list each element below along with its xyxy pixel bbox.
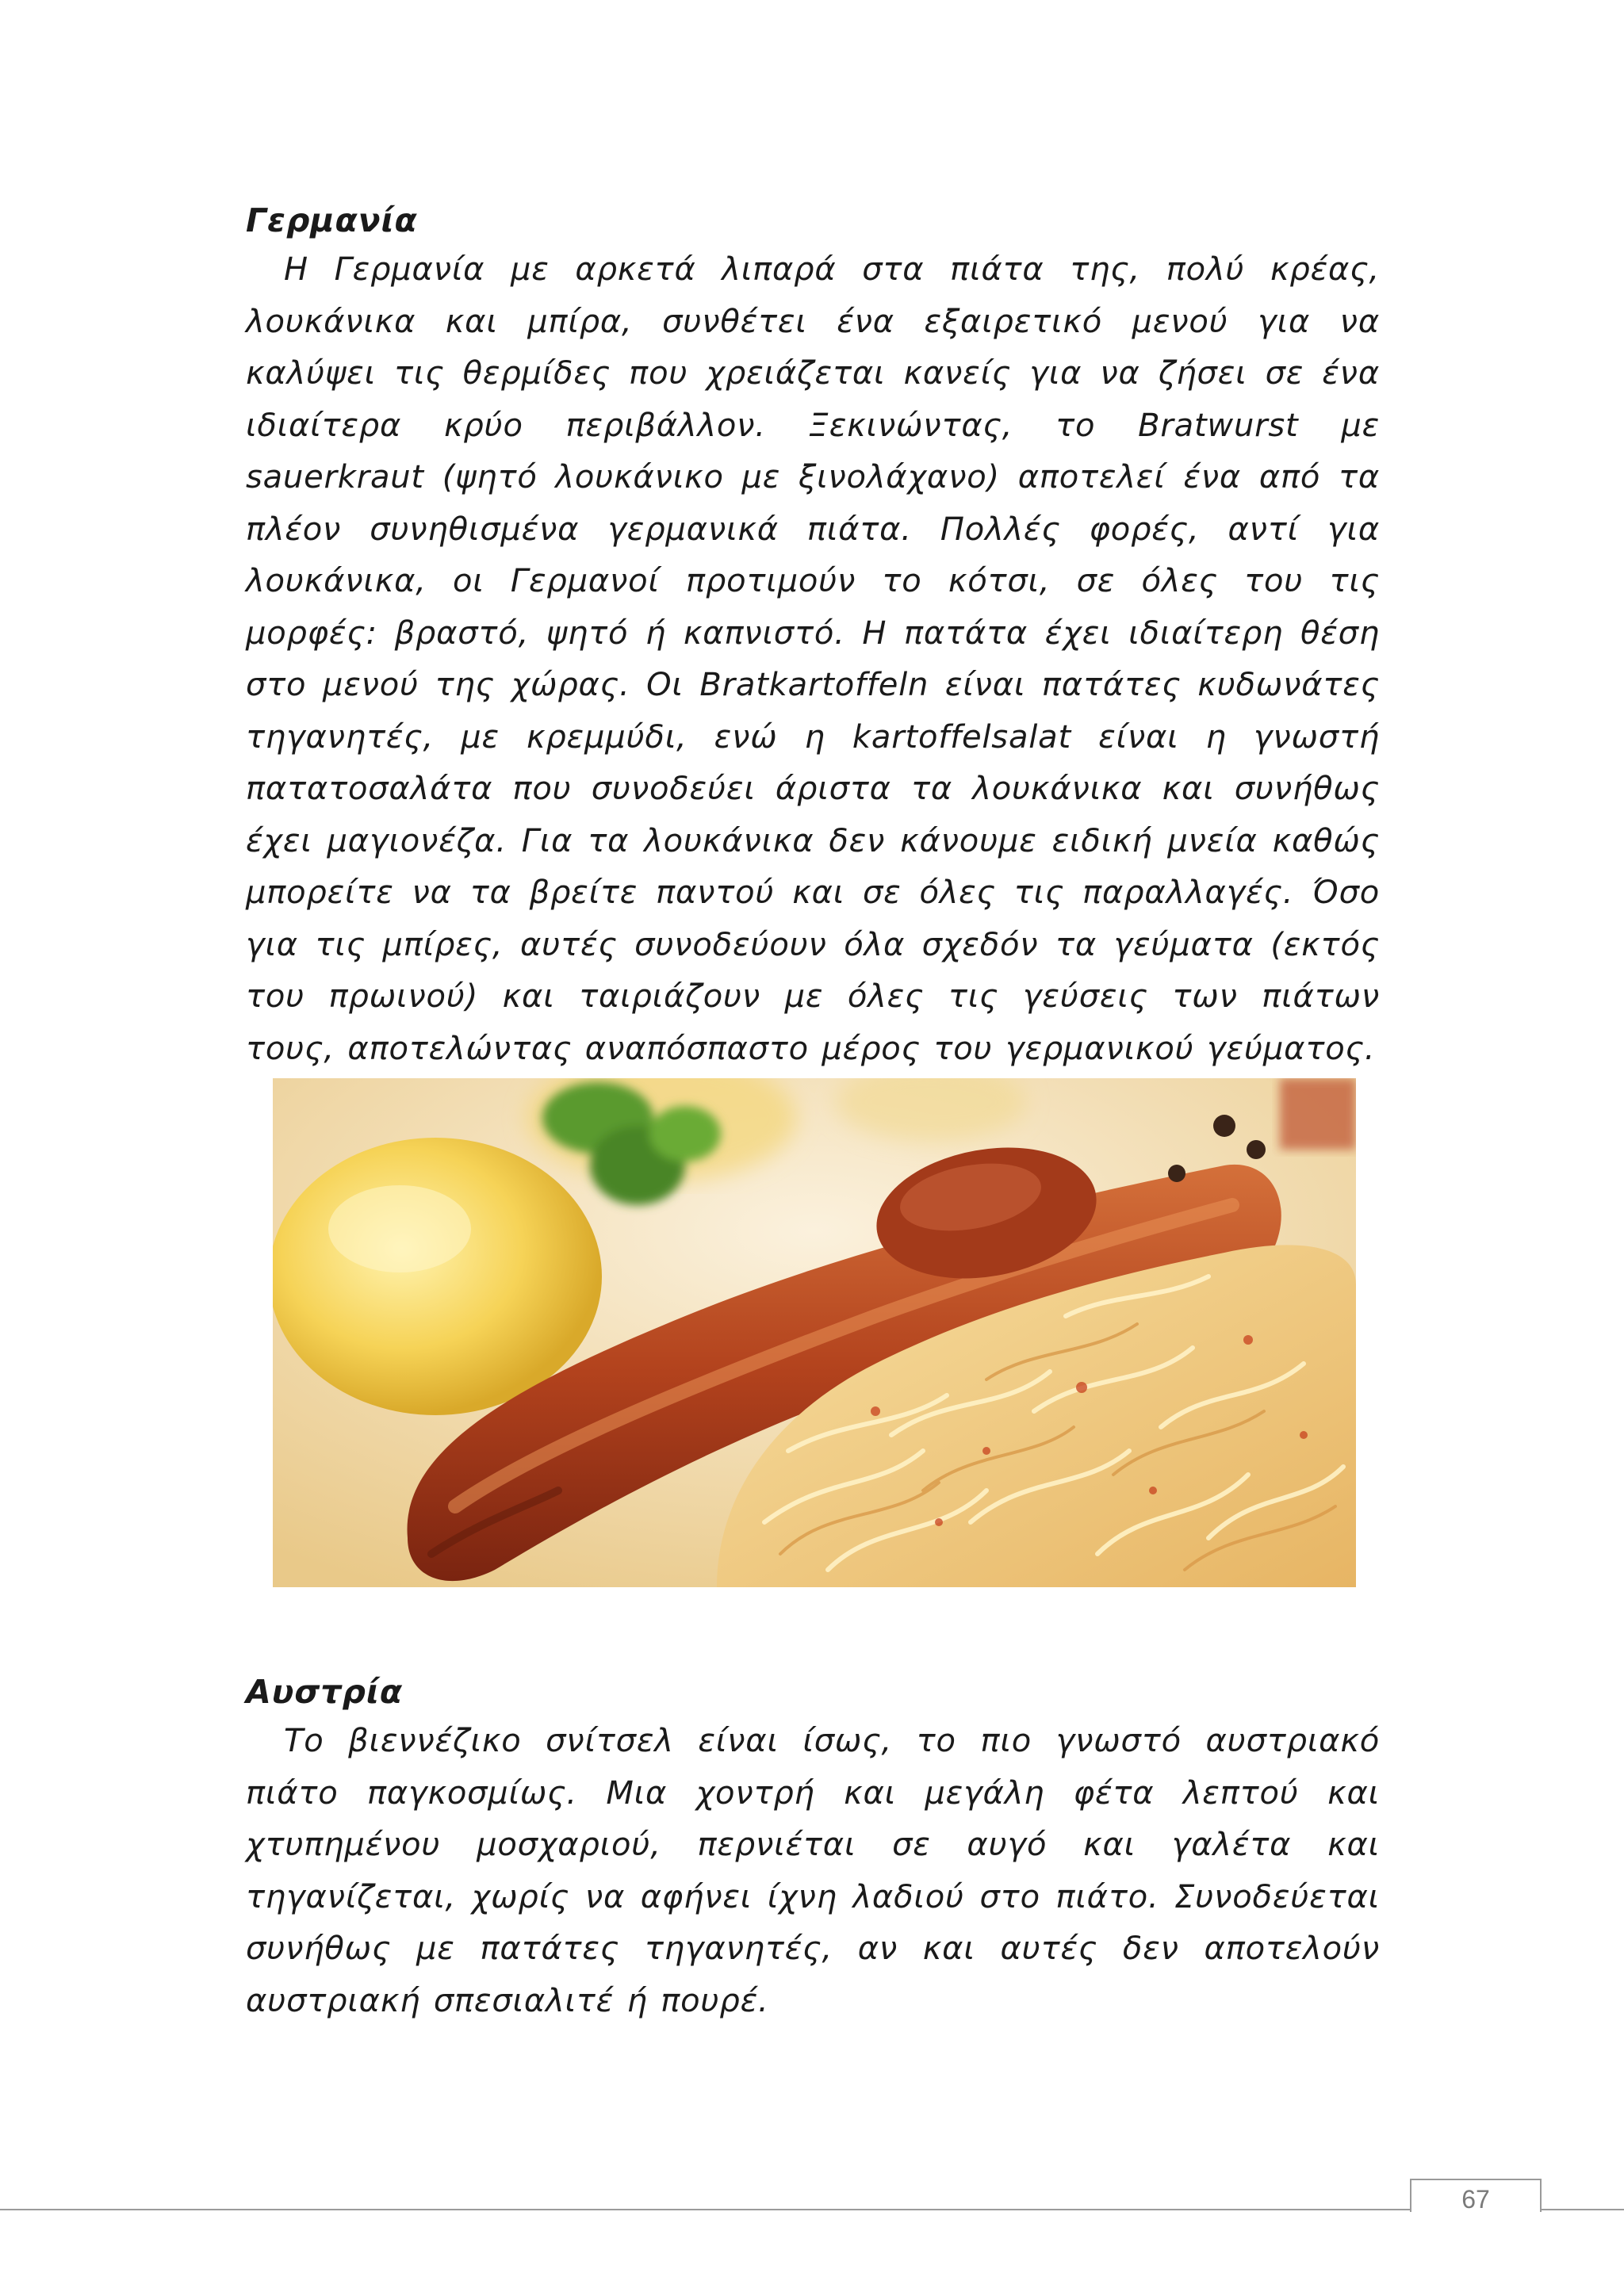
section-heading-germany: Γερμανία <box>246 201 418 239</box>
paragraph-austria: Το βιεννέζικο σνίτσελ είναι ίσως, το πιο γνωστό αυστριακό πιάτο παγκοσμίως. Μια χοντρή και μεγάλη φέτα λεπτού και χτυπημένου μοσχαριού, περνιέται σε αυγό και γαλέτα και τηγανίζεται, χωρίς να αφήνει ίχνη λαδιού στο πιάτο. Συνοδεύεται συνήθως με πατάτες τηγανητές, αν και αυτές δεν αποτελούν αυστριακή σπεσιαλιτέ ή πουρέ. <box>246 1723 1380 2019</box>
section-austria <box>246 1668 1380 2027</box>
footer-rule-left <box>0 2209 1410 2210</box>
page-number: 67 <box>1461 2185 1490 2214</box>
food-photo-bratwurst-sauerkraut <box>273 1078 1356 1587</box>
bratwurst-sauerkraut-photo-icon <box>273 1078 1356 1587</box>
page-number-box <box>1410 2179 1542 2212</box>
footer-rule-right <box>1540 2209 1624 2210</box>
section-germany <box>246 197 1380 1075</box>
section-heading-austria: Αυστρία <box>246 1673 404 1711</box>
paragraph-germany: Η Γερμανία με αρκετά λιπαρά στα πιάτα της, πολύ κρέας, λουκάνικα και μπίρα, συνθέτει ένα εξαιρετικό μενού για να καλύψει τις θερμίδες που χρειάζεται κανείς για να ζήσει σε ένα ιδιαίτερα κρύο περιβάλλον. Ξεκινώντας, το Bratwurst με sauerkraut (ψητό λουκάνικο με ξινολάχανο) αποτελεί ένα από τα πλέον συνηθισμένα γερμανικά πιάτα. Πολλές φορές, αντί για λουκάνικα, οι Γερμανοί προτιμούν το κότσι, σε όλες του τις μορφές: βραστό, ψητό ή καπνιστό. Η πατάτα έχει ιδιαίτερη θέση στο μενού της χώρας. Οι Bratkartoffeln είναι πατάτες κυδωνάτες τηγανητές, με κρεμμύδι, ενώ η kartoffelsalat είναι η γνωστή πατατοσαλάτα που συνοδεύει άριστα τα λουκάνικα και συνήθως έχει μαγιονέζα. Για τα λουκάνικα δεν κάνουμε ειδική μνεία καθώς μπορείτε να τα βρείτε παντού και σε όλες τις παραλλαγές. Όσο για τις μπίρες, αυτές συνοδεύουν όλα σχεδόν τα γεύματα (εκτός του πρωινού) και ταιριάζουν με όλες τις γεύσεις των πιάτων τους, αποτελώντας αναπόσπαστο μέρος του γερμανικού γεύματος. <box>246 251 1380 1067</box>
